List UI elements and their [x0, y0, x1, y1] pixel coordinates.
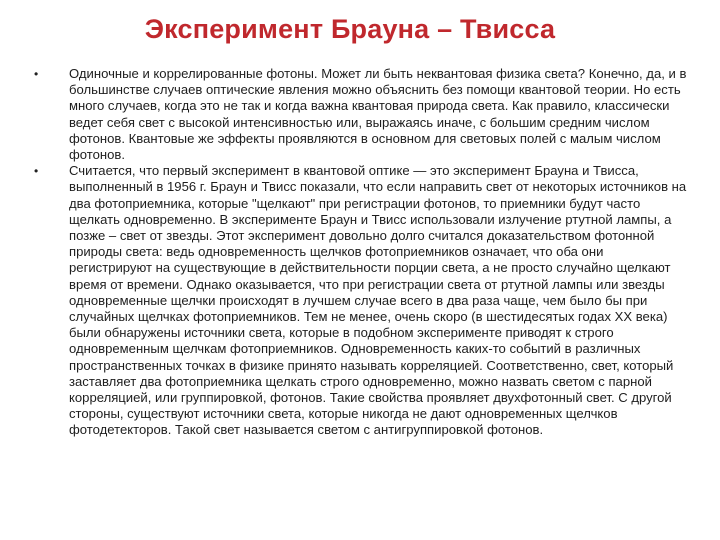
bullet-item-single-photons — [34, 66, 689, 163]
bullet-text: Считается, что первый эксперимент в квантовой оптике — это эксперимент Брауна и Твисса, выполненный в 1956 г. Браун и Твисс показали, что если направить свет от некоторых источников на два фотоприемника, которые "щелкают" при регистрации фотонов, то приемники будут часто щелкать одновременно. В эксперименте Браун и Твисс использовали излучение ртутной лампы, а позже – свет от звезды. Этот эксперимент довольно долго считался доказательством фотонной природы света: ведь одновременность щелчков фотоприемников означает, что оба они регистрируют на существующие в действительности порции света, а не просто случайно щелкают время от времени. Однако оказывается, что при регистрации света от ртутной лампы или звезды одновременные щелчки происходят в лучшем случае всего в два раза чаще, чем было бы при случайных щелчках фотоприемников. Тем не менее, очень скоро (в шестидесятых годах XX века) были обнаружены источники света, которые в подобном эксперименте приводят к строго одновременным щелчкам фотоприемников. Одновременность каких-то событий в различных пространственных точках в физике принято называть корреляцией. Соответственно, свет, который заставляет два фотоприемника щелкать строго одновременно, можно назвать светом с парной корреляцией, или группировкой, фотонов. Такие свойства проявляет двухфотонный свет. С другой стороны, существуют источники света, которые никогда не дают одновременных щелчков фотодетекторов. Такой свет называется светом с антигруппировкой фотонов. — [69, 163, 687, 438]
bullet-item-brown-twiss — [34, 163, 689, 438]
bullet-list — [34, 66, 689, 439]
bullet-marker: • — [34, 164, 39, 179]
bullet-text: Одиночные и коррелированные фотоны. Может ли быть неквантовая физика света? Конечно, да, и в большинстве случаев оптические явления можно объяснить без помощи квантовой теории. Но есть много случаев, когда это не так и когда важна квантовая природа света. Как правило, классически ведет себя свет с высокой интенсивностью или, выражаясь иначе, с большим средним числом фотонов. Квантовые же эффекты проявляются в основном для световых полей с малым числом фотонов. — [69, 66, 687, 163]
slide-title: Эксперимент Брауна – Твисса — [144, 14, 556, 44]
bullet-marker: • — [34, 67, 39, 81]
